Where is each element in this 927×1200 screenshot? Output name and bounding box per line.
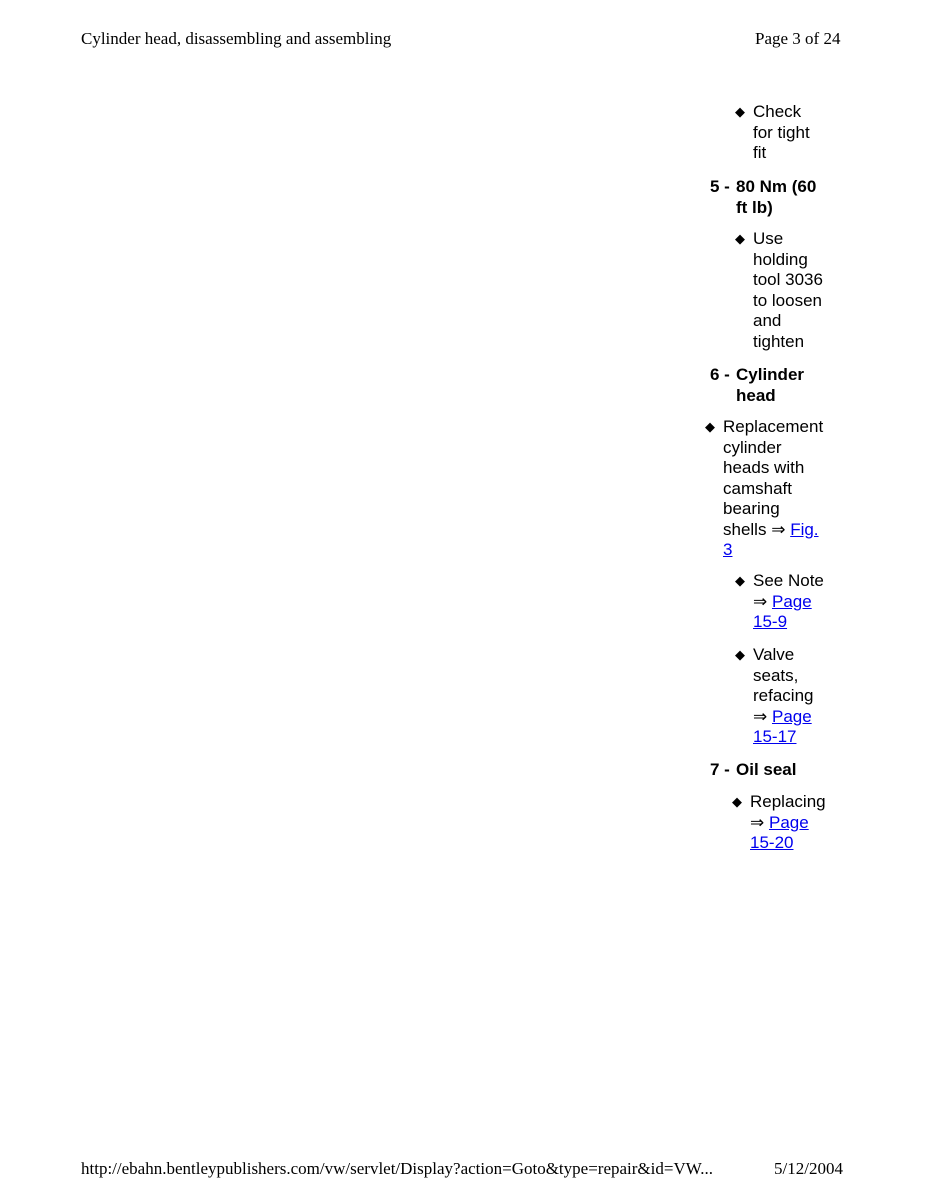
bullet-text: Use	[753, 229, 784, 248]
link-fig-3-number[interactable]: 3	[723, 540, 733, 559]
link-page-15-9-number[interactable]: 15-9	[753, 612, 788, 631]
link-page-15-9[interactable]: Page	[771, 591, 812, 611]
bullet-text: Valve	[753, 645, 795, 664]
item-title: 80 Nm (60 ft lb)	[736, 177, 817, 217]
link-fig-3[interactable]: Fig.	[790, 519, 819, 539]
item-6	[710, 365, 805, 405]
link-page-15-20-number[interactable]: 15-20	[750, 833, 794, 852]
bullet-text: refacing	[753, 686, 814, 705]
item-number: 6 -	[710, 365, 730, 384]
arrow-right-icon: ⇒	[771, 519, 786, 539]
item-title: Cylinder head	[736, 365, 805, 405]
arrow-right-icon: ⇒	[753, 706, 768, 726]
footer-date: 5/12/2004	[774, 1159, 843, 1178]
item-7	[710, 760, 797, 781]
bullet-text: for tight	[753, 122, 810, 142]
bullet-diamond-icon: ◆	[735, 573, 745, 588]
item-number: 7 -	[710, 760, 730, 779]
bullet-text: to loosen	[753, 290, 822, 310]
bullet-text: cylinder	[723, 437, 782, 457]
bullet-diamond-icon: ◆	[735, 231, 745, 246]
footer-url: http://ebahn.bentleypublishers.com/vw/servlet/Display?action=Goto&type=repair&id=VW...	[81, 1159, 713, 1178]
bullet-text: tighten	[753, 331, 805, 351]
arrow-right-icon: ⇒	[753, 591, 768, 611]
bullet-text: tool 3036	[753, 270, 823, 289]
document-title: Cylinder head, disassembling and assembling	[81, 29, 392, 48]
item-number: 5 -	[710, 177, 730, 196]
item-title: Oil seal	[736, 760, 797, 779]
link-page-15-17-number[interactable]: 15-17	[753, 727, 797, 746]
bullet-text: Replacement	[723, 417, 824, 436]
item-5	[710, 177, 817, 217]
bullet-text: fit	[753, 143, 767, 162]
bullet-text: Check	[753, 102, 802, 121]
bullet-text: Replacing	[750, 792, 826, 811]
bullet-text: and	[753, 311, 782, 330]
bullet-text: holding	[753, 249, 808, 269]
bullet-text: camshaft	[723, 478, 792, 498]
bullet-text: See Note	[753, 571, 824, 590]
bullet-diamond-icon: ◆	[735, 104, 745, 119]
bullet-diamond-icon: ◆	[705, 419, 715, 434]
bullet-text: shells	[723, 519, 767, 539]
bullet-diamond-icon: ◆	[735, 647, 745, 662]
link-page-15-17[interactable]: Page	[771, 706, 812, 726]
page-number: Page 3 of 24	[755, 29, 841, 48]
bullet-text: heads with	[723, 458, 805, 477]
bullet-diamond-icon: ◆	[732, 794, 742, 809]
bullet-text: seats,	[753, 665, 799, 685]
link-page-15-20[interactable]: Page	[768, 812, 809, 832]
bullet-text: bearing	[723, 499, 780, 518]
arrow-right-icon: ⇒	[750, 812, 765, 832]
